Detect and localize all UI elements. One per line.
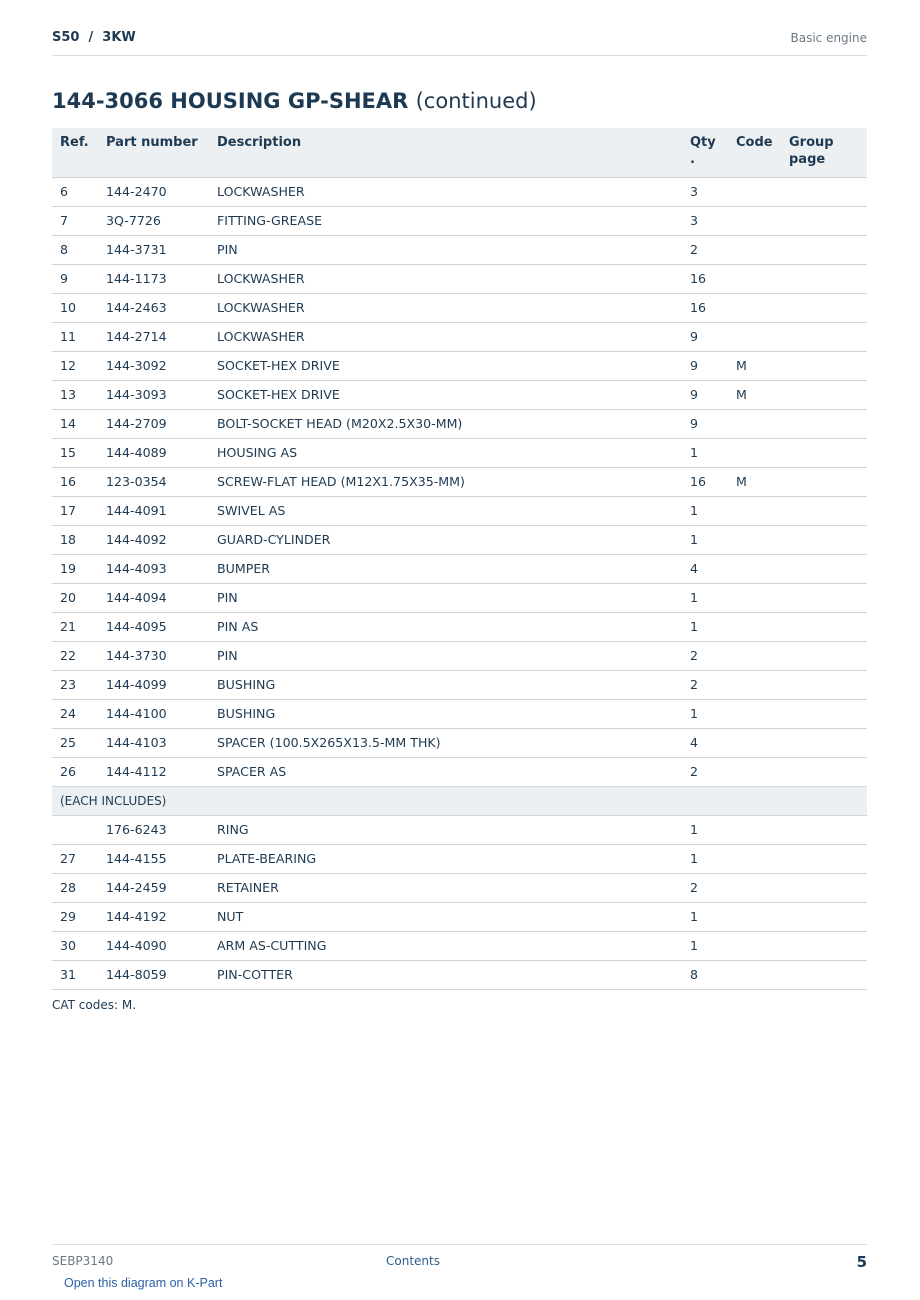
ref-cell: 29 — [52, 902, 98, 931]
code-cell — [728, 438, 781, 467]
qty-cell: 1 — [682, 583, 728, 612]
qty-cell: 1 — [682, 699, 728, 728]
group-page-cell — [781, 351, 867, 380]
ref-cell: 24 — [52, 699, 98, 728]
table-row — [52, 293, 867, 322]
part-number-cell: 144-2709 — [98, 409, 209, 438]
group-page-cell — [781, 177, 867, 206]
table-row — [52, 757, 867, 786]
includes-note: (EACH INCLUDES) — [52, 786, 867, 815]
ref-cell: 10 — [52, 293, 98, 322]
description-cell: SWIVEL AS — [209, 496, 682, 525]
section-label: Basic engine — [790, 31, 867, 45]
part-number-cell: 144-2470 — [98, 177, 209, 206]
description-cell: RING — [209, 815, 682, 844]
part-number-cell: 144-4103 — [98, 728, 209, 757]
table-row — [52, 873, 867, 902]
qty-cell: 2 — [682, 235, 728, 264]
parts-table-body — [52, 177, 867, 989]
code-cell: M — [728, 351, 781, 380]
description-cell: SCREW-FLAT HEAD (M12X1.75X35-MM) — [209, 467, 682, 496]
group-page-cell — [781, 554, 867, 583]
code-cell — [728, 757, 781, 786]
description-cell: PIN — [209, 235, 682, 264]
ref-cell: 26 — [52, 757, 98, 786]
table-row — [52, 902, 867, 931]
table-row — [52, 612, 867, 641]
code-cell — [728, 554, 781, 583]
part-number-cell: 144-2459 — [98, 873, 209, 902]
group-header-line1: Group — [789, 135, 834, 150]
code-cell: M — [728, 380, 781, 409]
group-page-cell — [781, 235, 867, 264]
ref-cell: 18 — [52, 525, 98, 554]
qty-cell: 3 — [682, 206, 728, 235]
code-cell — [728, 873, 781, 902]
column-header-qty — [682, 128, 728, 177]
code-cell — [728, 641, 781, 670]
qty-cell: 2 — [682, 873, 728, 902]
group-page-cell — [781, 931, 867, 960]
code-cell — [728, 960, 781, 989]
table-row — [52, 525, 867, 554]
qty-cell: 16 — [682, 264, 728, 293]
group-page-cell — [781, 264, 867, 293]
column-header-part-number: Part number — [98, 128, 209, 177]
ref-cell: 13 — [52, 380, 98, 409]
part-number-cell: 144-4092 — [98, 525, 209, 554]
qty-cell: 16 — [682, 467, 728, 496]
group-header-line2: page — [789, 152, 826, 167]
page-header — [52, 28, 867, 56]
table-row — [52, 496, 867, 525]
code-cell — [728, 931, 781, 960]
part-number-cell: 144-4094 — [98, 583, 209, 612]
ref-cell: 14 — [52, 409, 98, 438]
code-cell — [728, 264, 781, 293]
description-cell: LOCKWASHER — [209, 177, 682, 206]
description-cell: NUT — [209, 902, 682, 931]
description-cell: PIN-COTTER — [209, 960, 682, 989]
part-number-cell: 144-3730 — [98, 641, 209, 670]
table-row — [52, 380, 867, 409]
part-number-cell: 144-4089 — [98, 438, 209, 467]
contents-link[interactable]: Contents — [386, 1254, 440, 1268]
part-number-cell: 144-2463 — [98, 293, 209, 322]
group-page-cell — [781, 583, 867, 612]
code-cell — [728, 699, 781, 728]
description-cell: SPACER AS — [209, 757, 682, 786]
group-page-cell — [781, 641, 867, 670]
ref-cell: 9 — [52, 264, 98, 293]
table-row — [52, 728, 867, 757]
code-cell — [728, 177, 781, 206]
ref-cell: 20 — [52, 583, 98, 612]
group-page-cell — [781, 612, 867, 641]
description-cell: LOCKWASHER — [209, 293, 682, 322]
description-cell: BUMPER — [209, 554, 682, 583]
code-cell — [728, 293, 781, 322]
open-diagram-k-part-link[interactable]: Open this diagram on K-Part — [64, 1276, 223, 1290]
group-page-cell — [781, 438, 867, 467]
description-cell: SPACER (100.5X265X13.5-MM THK) — [209, 728, 682, 757]
qty-cell: 1 — [682, 931, 728, 960]
group-page-cell — [781, 409, 867, 438]
part-number-cell: 144-4095 — [98, 612, 209, 641]
code-cell — [728, 670, 781, 699]
table-row — [52, 206, 867, 235]
group-page-cell — [781, 902, 867, 931]
part-number-cell: 144-4155 — [98, 844, 209, 873]
code-cell — [728, 815, 781, 844]
qty-cell: 1 — [682, 902, 728, 931]
part-number-cell: 3Q-7726 — [98, 206, 209, 235]
code-cell — [728, 902, 781, 931]
group-page-cell — [781, 670, 867, 699]
group-page-cell — [781, 815, 867, 844]
model-label: S50 / 3KW — [52, 30, 136, 45]
description-cell: LOCKWASHER — [209, 264, 682, 293]
description-cell: FITTING-GREASE — [209, 206, 682, 235]
part-number-cell: 123-0354 — [98, 467, 209, 496]
ref-cell: 15 — [52, 438, 98, 467]
description-cell: RETAINER — [209, 873, 682, 902]
table-row — [52, 931, 867, 960]
table-row — [52, 467, 867, 496]
qty-cell: 1 — [682, 525, 728, 554]
part-number-cell: 144-4100 — [98, 699, 209, 728]
table-row — [52, 960, 867, 989]
column-header-ref: Ref. — [52, 128, 98, 177]
ref-cell — [52, 815, 98, 844]
qty-cell: 1 — [682, 844, 728, 873]
ref-cell: 11 — [52, 322, 98, 351]
part-number-cell: 144-2714 — [98, 322, 209, 351]
part-number-cell: 144-3092 — [98, 351, 209, 380]
part-number-cell: 144-4093 — [98, 554, 209, 583]
description-cell: BUSHING — [209, 670, 682, 699]
group-page-cell — [781, 293, 867, 322]
ref-cell: 7 — [52, 206, 98, 235]
description-cell: LOCKWASHER — [209, 322, 682, 351]
code-cell — [728, 322, 781, 351]
table-row — [52, 322, 867, 351]
table-row — [52, 177, 867, 206]
ref-cell: 17 — [52, 496, 98, 525]
table-row — [52, 641, 867, 670]
page-title — [52, 89, 537, 113]
table-row — [52, 235, 867, 264]
table-row — [52, 699, 867, 728]
page-footer — [52, 1244, 867, 1275]
qty-header-line2: . — [690, 152, 695, 167]
ref-cell: 27 — [52, 844, 98, 873]
description-cell: PLATE-BEARING — [209, 844, 682, 873]
code-cell — [728, 206, 781, 235]
qty-cell: 1 — [682, 815, 728, 844]
parts-table — [52, 128, 867, 990]
qty-cell: 9 — [682, 351, 728, 380]
table-row — [52, 409, 867, 438]
description-cell: BUSHING — [209, 699, 682, 728]
table-row — [52, 844, 867, 873]
table-row — [52, 670, 867, 699]
group-page-cell — [781, 496, 867, 525]
description-cell: ARM AS-CUTTING — [209, 931, 682, 960]
code-cell — [728, 583, 781, 612]
table-row — [52, 815, 867, 844]
table-row — [52, 351, 867, 380]
table-header-row — [52, 128, 867, 177]
group-page-cell — [781, 525, 867, 554]
ref-cell: 16 — [52, 467, 98, 496]
table-row — [52, 264, 867, 293]
group-page-cell — [781, 757, 867, 786]
cat-codes-note: CAT codes: M. — [52, 998, 137, 1012]
group-page-cell — [781, 206, 867, 235]
ref-cell: 31 — [52, 960, 98, 989]
group-page-cell — [781, 699, 867, 728]
qty-cell: 1 — [682, 438, 728, 467]
qty-cell: 16 — [682, 293, 728, 322]
code-cell — [728, 844, 781, 873]
page-number: 5 — [856, 1253, 867, 1271]
part-number-cell: 144-1173 — [98, 264, 209, 293]
group-page-cell — [781, 960, 867, 989]
part-number-cell: 144-4112 — [98, 757, 209, 786]
code-cell — [728, 235, 781, 264]
part-number-cell: 144-4091 — [98, 496, 209, 525]
ref-cell: 30 — [52, 931, 98, 960]
ref-cell: 25 — [52, 728, 98, 757]
part-number-cell: 144-3093 — [98, 380, 209, 409]
group-page-cell — [781, 322, 867, 351]
part-number-cell: 176-6243 — [98, 815, 209, 844]
table-row — [52, 554, 867, 583]
qty-cell: 1 — [682, 612, 728, 641]
part-number-cell: 144-4090 — [98, 931, 209, 960]
table-row — [52, 583, 867, 612]
part-number-cell: 144-4192 — [98, 902, 209, 931]
description-cell: HOUSING AS — [209, 438, 682, 467]
ref-cell: 12 — [52, 351, 98, 380]
part-number-cell: 144-4099 — [98, 670, 209, 699]
code-cell — [728, 525, 781, 554]
qty-cell: 2 — [682, 641, 728, 670]
qty-cell: 4 — [682, 728, 728, 757]
qty-cell: 4 — [682, 554, 728, 583]
column-header-code: Code — [728, 128, 781, 177]
qty-header-line1: Qty — [690, 135, 716, 150]
title-suffix: (continued) — [415, 89, 537, 113]
ref-cell: 6 — [52, 177, 98, 206]
group-page-cell — [781, 728, 867, 757]
qty-cell: 3 — [682, 177, 728, 206]
group-page-cell — [781, 873, 867, 902]
description-cell: SOCKET-HEX DRIVE — [209, 380, 682, 409]
qty-cell: 2 — [682, 670, 728, 699]
description-cell: PIN — [209, 583, 682, 612]
code-cell — [728, 496, 781, 525]
document-id: SEBP3140 — [52, 1254, 114, 1268]
qty-cell: 8 — [682, 960, 728, 989]
code-cell — [728, 728, 781, 757]
qty-cell: 9 — [682, 322, 728, 351]
includes-note-row — [52, 786, 867, 815]
description-cell: SOCKET-HEX DRIVE — [209, 351, 682, 380]
column-header-group-page — [781, 128, 867, 177]
code-cell — [728, 612, 781, 641]
group-page-cell — [781, 467, 867, 496]
part-number-cell: 144-8059 — [98, 960, 209, 989]
description-cell: PIN AS — [209, 612, 682, 641]
qty-cell: 1 — [682, 496, 728, 525]
ref-cell: 21 — [52, 612, 98, 641]
description-cell: BOLT-SOCKET HEAD (M20X2.5X30-MM) — [209, 409, 682, 438]
qty-cell: 9 — [682, 409, 728, 438]
description-cell: PIN — [209, 641, 682, 670]
code-cell: M — [728, 467, 781, 496]
title-main: 144-3066 HOUSING GP-SHEAR — [52, 89, 409, 113]
description-cell: GUARD-CYLINDER — [209, 525, 682, 554]
group-page-cell — [781, 380, 867, 409]
ref-cell: 8 — [52, 235, 98, 264]
qty-cell: 9 — [682, 380, 728, 409]
qty-cell: 2 — [682, 757, 728, 786]
group-page-cell — [781, 844, 867, 873]
code-cell — [728, 409, 781, 438]
ref-cell: 19 — [52, 554, 98, 583]
ref-cell: 28 — [52, 873, 98, 902]
ref-cell: 22 — [52, 641, 98, 670]
ref-cell: 23 — [52, 670, 98, 699]
table-row — [52, 438, 867, 467]
column-header-description: Description — [209, 128, 682, 177]
part-number-cell: 144-3731 — [98, 235, 209, 264]
